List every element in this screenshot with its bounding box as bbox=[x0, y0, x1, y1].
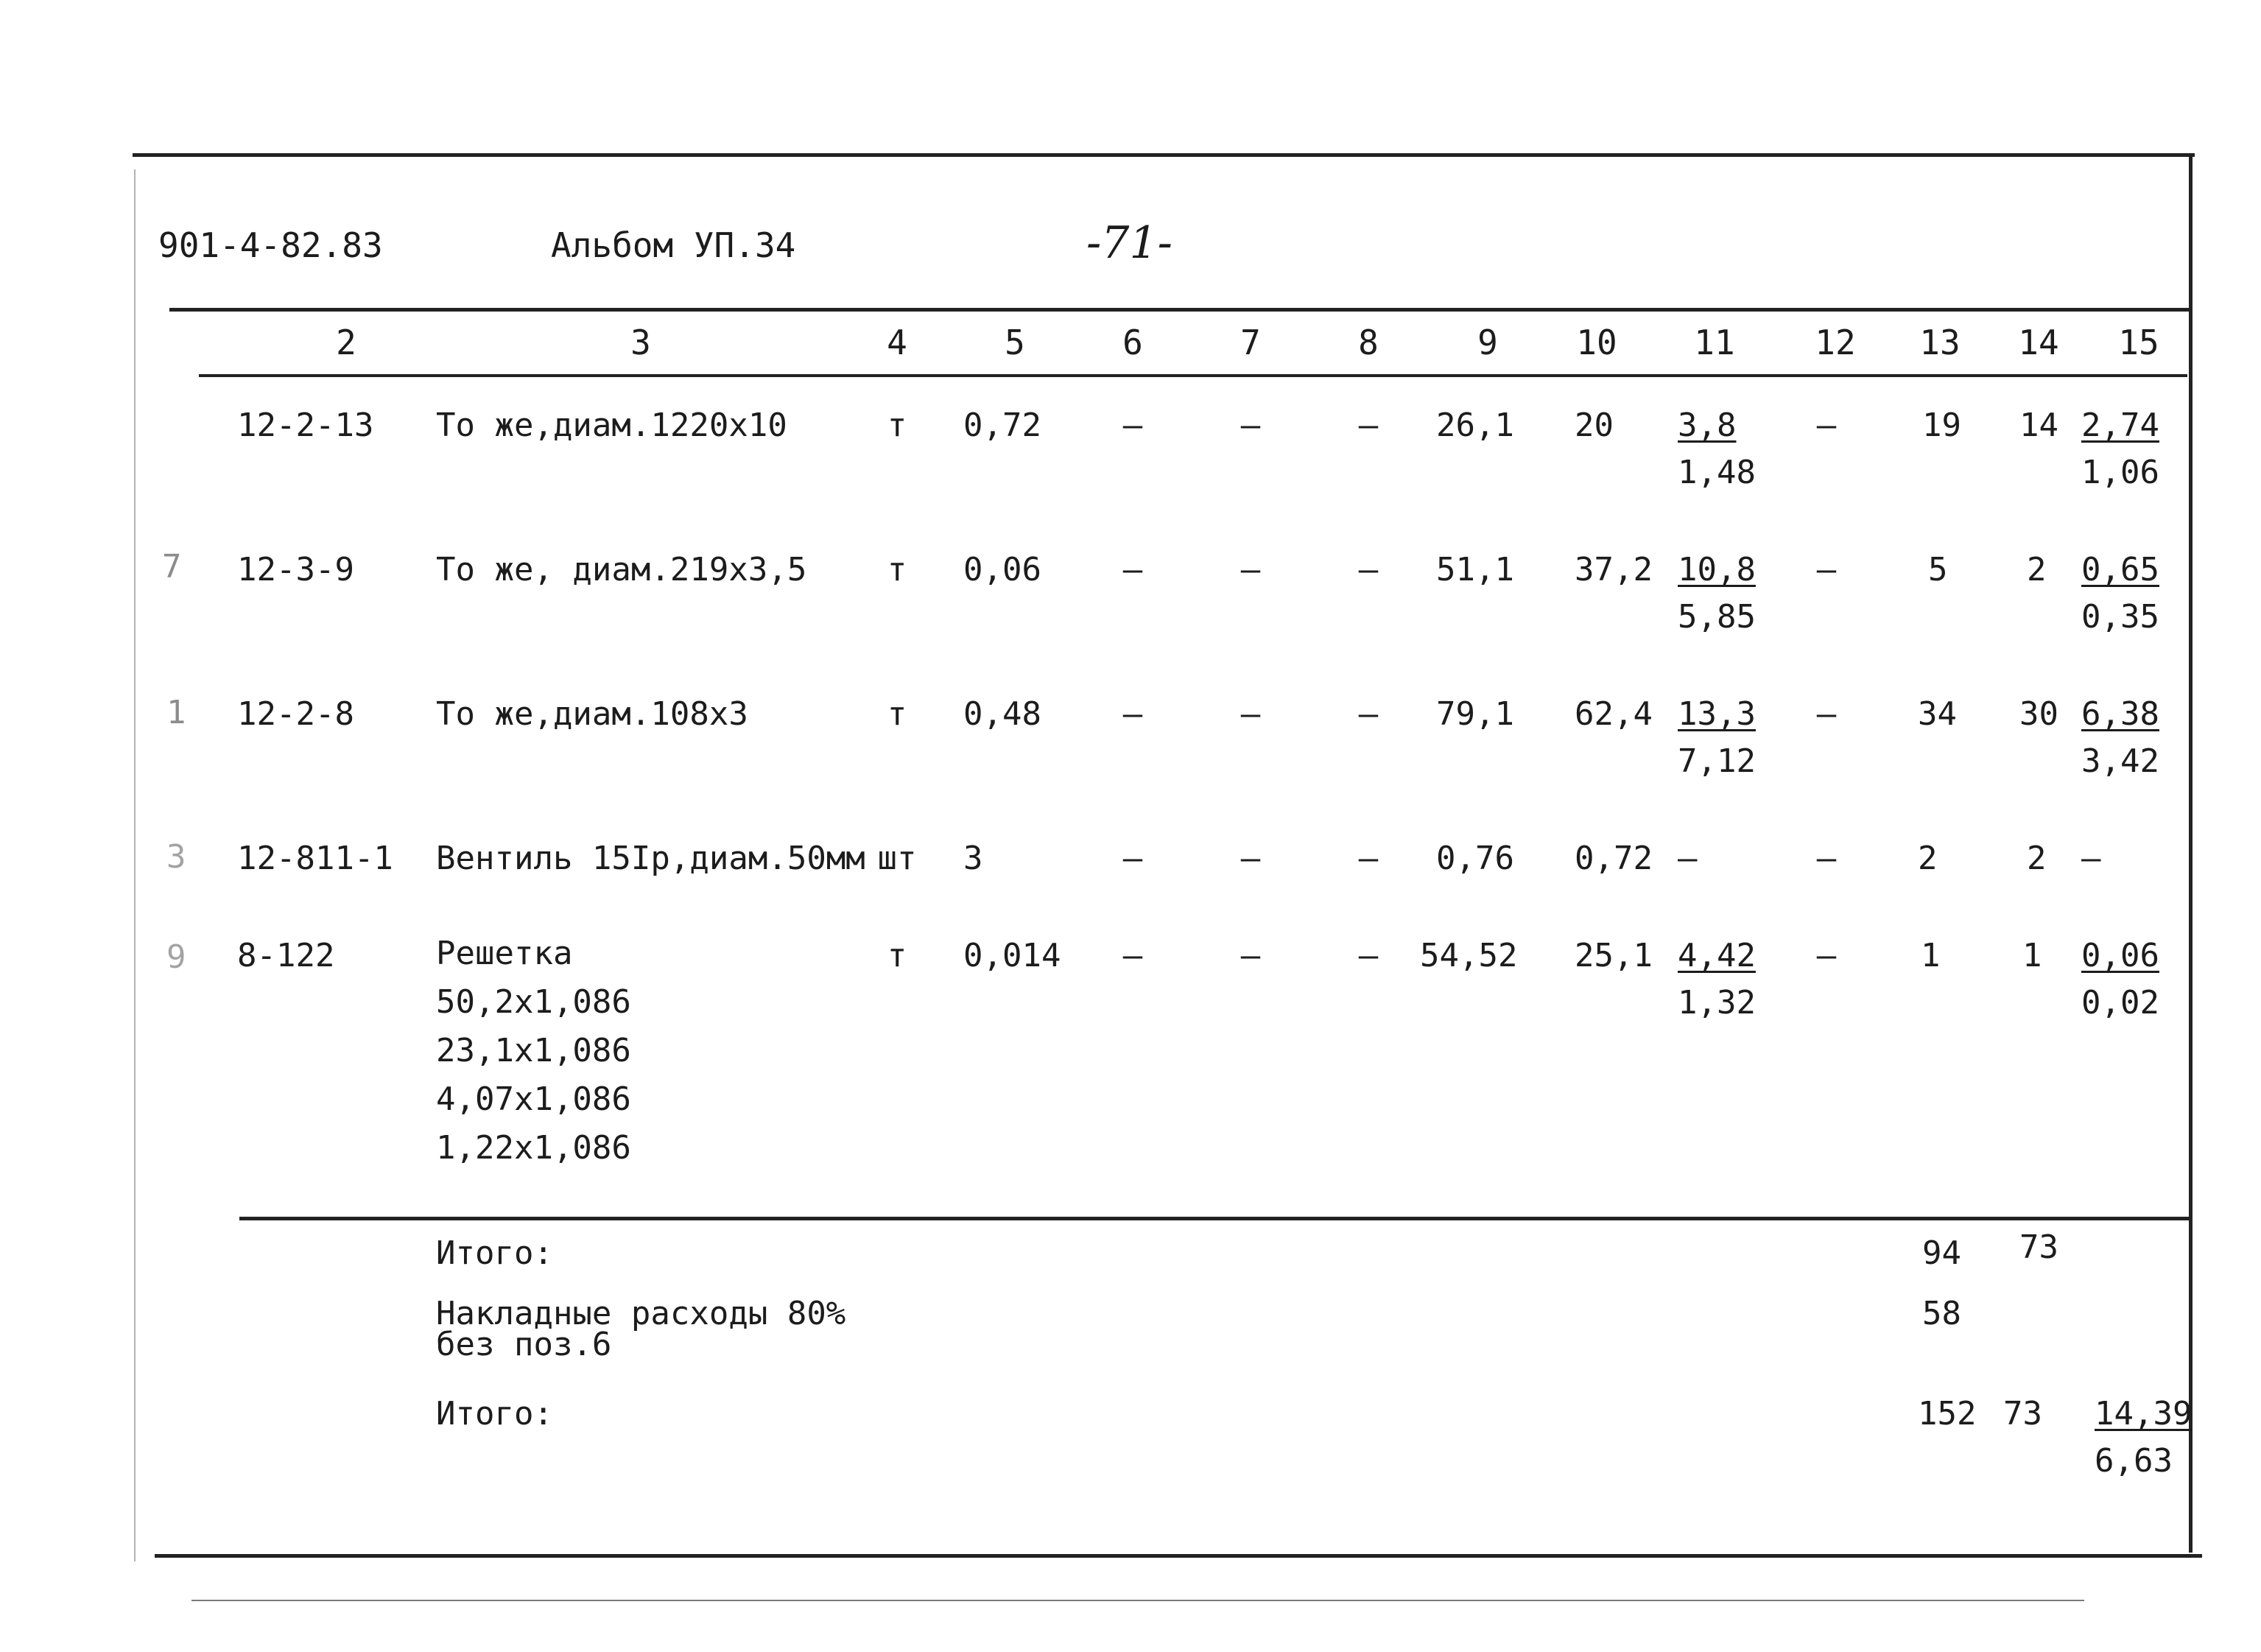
bottom-rule-faint bbox=[191, 1600, 2084, 1601]
col-header-13: 13 bbox=[1919, 323, 1961, 362]
cell-col14: 1 bbox=[2022, 937, 2042, 974]
page-number: -71- bbox=[1086, 217, 1172, 269]
album-label: Альбом УП.34 bbox=[551, 225, 796, 265]
cell-col15-bottom: 0,02 bbox=[2081, 984, 2159, 1022]
cell-col15-bottom: 3,42 bbox=[2081, 742, 2159, 780]
cell-col8: – bbox=[1358, 551, 1379, 588]
cell-col11-top: 4,42 bbox=[1678, 937, 1756, 974]
col-header-15: 15 bbox=[2118, 323, 2159, 362]
cell-code: 12-811-1 bbox=[237, 840, 393, 877]
row-marker: 1 bbox=[166, 694, 186, 731]
cell-col15-top: 2,74 bbox=[2081, 407, 2159, 444]
cell-col6: – bbox=[1122, 937, 1143, 974]
cell-code: 12-3-9 bbox=[237, 551, 354, 588]
col-header-3: 3 bbox=[630, 323, 651, 362]
cell-code: 8-122 bbox=[237, 937, 335, 974]
cell-col14: 14 bbox=[2019, 407, 2058, 444]
row-marker: 9 bbox=[166, 938, 186, 976]
cell-code: 12-2-13 bbox=[237, 407, 374, 444]
cell-col8: – bbox=[1358, 407, 1379, 444]
cell-col7: – bbox=[1240, 407, 1261, 444]
cell-col14: 30 bbox=[2019, 695, 2058, 733]
cell-col12: – bbox=[1816, 937, 1837, 974]
document-code: 901-4-82.83 bbox=[158, 225, 383, 265]
cell-col5: 0,48 bbox=[963, 695, 1041, 733]
total-col14: 73 bbox=[2019, 1229, 2058, 1266]
overhead-col13: 58 bbox=[1922, 1295, 1961, 1332]
cell-col10: 37,2 bbox=[1575, 551, 1653, 588]
cell-unit: т bbox=[887, 551, 907, 588]
cell-col15-top: – bbox=[2081, 840, 2101, 877]
cell-col6: – bbox=[1122, 840, 1143, 877]
header-rule-bottom bbox=[199, 374, 2187, 377]
col-header-9: 9 bbox=[1477, 323, 1498, 362]
cell-col11-top: 13,3 bbox=[1678, 695, 1756, 733]
cell-col11-bottom: 5,85 bbox=[1678, 598, 1756, 636]
grand-total-col15-top: 14,39 bbox=[2095, 1395, 2193, 1433]
cell-col6: – bbox=[1122, 695, 1143, 733]
cell-col15-top: 0,06 bbox=[2081, 937, 2159, 974]
cell-col13: 34 bbox=[1918, 695, 1957, 733]
total-col13: 94 bbox=[1922, 1234, 1961, 1272]
cell-name: То же,диам.1220х10 bbox=[436, 407, 787, 444]
grand-total-label: Итого: bbox=[436, 1395, 553, 1433]
cell-name-line: 23,1х1,086 bbox=[436, 1032, 631, 1069]
cell-name-line: Решетка bbox=[436, 935, 573, 972]
cell-col14: 2 bbox=[2027, 551, 2047, 588]
cell-col7: – bbox=[1240, 695, 1261, 733]
cell-col12: – bbox=[1816, 840, 1837, 877]
cell-unit: т bbox=[887, 695, 907, 733]
cell-unit: шт bbox=[877, 840, 917, 877]
cell-col11-bottom: 7,12 bbox=[1678, 742, 1756, 780]
top-border bbox=[133, 153, 2195, 157]
bottom-border bbox=[155, 1554, 2202, 1558]
cell-col7: – bbox=[1240, 551, 1261, 588]
cell-col10: 20 bbox=[1575, 407, 1614, 444]
cell-col15-top: 6,38 bbox=[2081, 695, 2159, 733]
cell-col11-top: 10,8 bbox=[1678, 551, 1756, 588]
col-header-11: 11 bbox=[1694, 323, 1735, 362]
cell-name-line: 50,2х1,086 bbox=[436, 983, 631, 1021]
col-header-8: 8 bbox=[1358, 323, 1379, 362]
cell-col5: 0,014 bbox=[963, 937, 1061, 974]
cell-col12: – bbox=[1816, 695, 1837, 733]
cell-col7: – bbox=[1240, 937, 1261, 974]
total-label: Итого: bbox=[436, 1234, 553, 1272]
cell-unit: т bbox=[887, 937, 907, 974]
cell-col15-bottom: 0,35 bbox=[2081, 598, 2159, 636]
cell-col10: 0,72 bbox=[1575, 840, 1653, 877]
row-marker: 3 bbox=[166, 838, 186, 876]
cell-col11-bottom: 1,48 bbox=[1678, 454, 1756, 491]
totals-rule bbox=[239, 1217, 2191, 1220]
cell-col8: – bbox=[1358, 840, 1379, 877]
cell-col14: 2 bbox=[2027, 840, 2047, 877]
cell-name: То же,диам.108х3 bbox=[436, 695, 748, 733]
cell-col5: 3 bbox=[963, 840, 983, 877]
cell-col5: 0,06 bbox=[963, 551, 1041, 588]
col-header-5: 5 bbox=[1005, 323, 1025, 362]
cell-col6: – bbox=[1122, 551, 1143, 588]
cell-col7: – bbox=[1240, 840, 1261, 877]
cell-col11-top: 3,8 bbox=[1678, 407, 1737, 444]
cell-name: Вентиль 15Iр,диам.50мм bbox=[436, 840, 865, 877]
cell-col10: 25,1 bbox=[1575, 937, 1653, 974]
cell-name bbox=[436, 929, 631, 1173]
cell-col10: 62,4 bbox=[1575, 695, 1653, 733]
row-marker: 7 bbox=[162, 548, 182, 586]
cell-col9: 79,1 bbox=[1436, 695, 1514, 733]
cell-col8: – bbox=[1358, 937, 1379, 974]
cell-name-line: 4,07х1,086 bbox=[436, 1080, 631, 1118]
grand-total-col14: 73 bbox=[2003, 1395, 2042, 1433]
cell-col13: 5 bbox=[1928, 551, 1948, 588]
cell-col9: 26,1 bbox=[1436, 407, 1514, 444]
left-margin-line bbox=[134, 169, 136, 1561]
col-header-4: 4 bbox=[887, 323, 907, 362]
col-header-2: 2 bbox=[336, 323, 356, 362]
cell-col5: 0,72 bbox=[963, 407, 1041, 444]
cell-col13: 1 bbox=[1921, 937, 1941, 974]
cell-col9: 51,1 bbox=[1436, 551, 1514, 588]
cell-name-line: 1,22х1,086 bbox=[436, 1129, 631, 1167]
cell-col15-bottom: 1,06 bbox=[2081, 454, 2159, 491]
cell-col9: 54,52 bbox=[1420, 937, 1518, 974]
cell-col6: – bbox=[1122, 407, 1143, 444]
cell-code: 12-2-8 bbox=[237, 695, 354, 733]
cell-col15-top: 0,65 bbox=[2081, 551, 2159, 588]
header-rule-top bbox=[169, 308, 2191, 312]
cell-col8: – bbox=[1358, 695, 1379, 733]
col-header-14: 14 bbox=[2018, 323, 2059, 362]
col-header-6: 6 bbox=[1122, 323, 1143, 362]
right-border bbox=[2189, 153, 2193, 1553]
grand-total-col13: 152 bbox=[1918, 1395, 1977, 1433]
cell-col11-bottom: 1,32 bbox=[1678, 984, 1756, 1022]
overhead-label-note: без поз.6 bbox=[436, 1326, 612, 1363]
col-header-7: 7 bbox=[1240, 323, 1261, 362]
cell-col12: – bbox=[1816, 551, 1837, 588]
cell-col13: 19 bbox=[1922, 407, 1961, 444]
grand-total-col15-bottom: 6,63 bbox=[2095, 1442, 2173, 1480]
cell-name: То же, диам.219х3,5 bbox=[436, 551, 807, 588]
cell-col9: 0,76 bbox=[1436, 840, 1514, 877]
cell-unit: т bbox=[887, 407, 907, 444]
col-header-10: 10 bbox=[1576, 323, 1617, 362]
overhead-label: Накладные расходы 80% bbox=[436, 1295, 846, 1332]
col-header-12: 12 bbox=[1815, 323, 1856, 362]
cell-col12: – bbox=[1816, 407, 1837, 444]
cell-col11-top: – bbox=[1678, 840, 1698, 877]
cell-col13: 2 bbox=[1918, 840, 1938, 877]
